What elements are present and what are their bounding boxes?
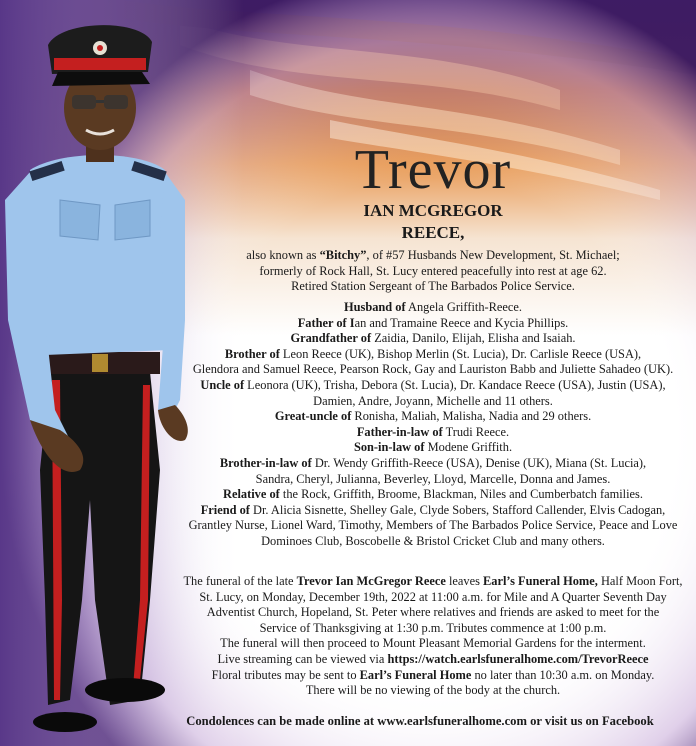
deceased-middle-names: IAN MCGREGOR xyxy=(363,201,503,220)
funeral-line: Service of Thanksgiving at 1:30 p.m. Tributes commence at 1:00 p.m. xyxy=(259,620,607,635)
funeral-line: The funeral will then proceed to Mount Pleasant Memorial Gardens for the interment. xyxy=(220,636,646,651)
deceased-first-name: Trevor xyxy=(354,139,512,201)
intro-line: Retired Station Sergeant of The Barbados Police Service. xyxy=(291,279,575,294)
live-stream-link[interactable]: https://watch.earlsfuneralhome.com/TrevorReece xyxy=(387,651,649,666)
intro-line: formerly of Rock Hall, St. Lucy entered peacefully into rest at age 62. xyxy=(259,263,607,278)
funeral-line: Adventist Church, Hopeland, St. Peter where relatives and friends are asked to meet for the xyxy=(206,605,660,620)
funeral-line: The funeral of the late Trevor Ian McGregor Reece leaves Earl’s Funeral Home, Half Moon Fort, xyxy=(183,574,683,588)
intro-block xyxy=(176,248,690,295)
funeral-line: Floral tributes may be sent to Earl’s Funeral Home no later than 10:30 a.m. on Monday. xyxy=(211,667,655,682)
relation-line: Brother-in-law of Dr. Wendy Griffith-Reece (USA), Denise (UK), Miana (St. Lucia), xyxy=(219,455,647,470)
relation-line: Sandra, Cheryl, Julianna, Beverley, Lloyd, Marcelle, Donna and James. xyxy=(255,471,611,486)
relation-line: Brother of Leon Reece (UK), Bishop Merlin (St. Lucia), Dr. Carlisle Reece (USA), xyxy=(224,346,642,361)
funeral-line: Live streaming can be viewed via https://watch.earlsfuneralhome.com/TrevorReece xyxy=(217,651,649,666)
funeral-line: There will be no viewing of the body at the church. xyxy=(305,683,561,698)
relation-line: Father-in-law of Trudi Reece. xyxy=(356,424,510,439)
relation-line: Friend of Dr. Alicia Sisnette, Shelley Gale, Clyde Sobers, Stafford Callender, Elvis Cadogan, xyxy=(200,502,666,517)
relation-line: Relative of the Rock, Griffith, Broome, Blackman, Niles and Cumberbatch families. xyxy=(223,487,643,502)
relation-line: Great-uncle of Ronisha, Maliah, Malisha, Nadia and 29 others. xyxy=(274,409,592,424)
relation-line: Dominoes Club, Boscobelle & Bristol Cricket Club and many others. xyxy=(261,533,605,548)
deceased-surname: REECE, xyxy=(401,223,465,242)
condolences-footer: Condolences can be made online at www.earlsfuneralhome.com or visit us on Facebook xyxy=(186,714,654,728)
relation-line: Father of Ian and Tramaine Reece and Kycia Phillips. xyxy=(297,315,569,330)
relation-line: Husband of Angela Griffith-Reece. xyxy=(343,300,523,314)
relation-line: Grandfather of Zaidia, Danilo, Elijah, Elisha and Isaiah. xyxy=(290,331,576,346)
relation-line: Glendora and Samuel Reece, Pearson Rock, Gay and Lauriston Babb and Juliette Sahadeo (UK). xyxy=(192,362,674,377)
relations-block xyxy=(176,300,690,550)
relation-line: Uncle of Leonora (UK), Trisha, Debora (St. Lucia), Dr. Kandace Reece (USA), Justin (USA), xyxy=(200,377,666,392)
funeral-details-block xyxy=(176,574,690,699)
funeral-line: St. Lucy, on Monday, December 19th, 2022 at 11:00 a.m. for Mile and A Quarter Seventh Day xyxy=(199,589,667,604)
relation-line: Grantley Nurse, Lionel Ward, Timothy, Members of The Barbados Police Service, Peace and Love xyxy=(188,518,678,533)
relation-line: Damien, Andre, Joyann, Michelle and 11 others. xyxy=(313,393,553,408)
relation-line: Son-in-law of Modene Griffith. xyxy=(353,440,513,455)
intro-line: also known as “Bitchy”, of #57 Husbands New Development, St. Michael; xyxy=(246,248,620,262)
